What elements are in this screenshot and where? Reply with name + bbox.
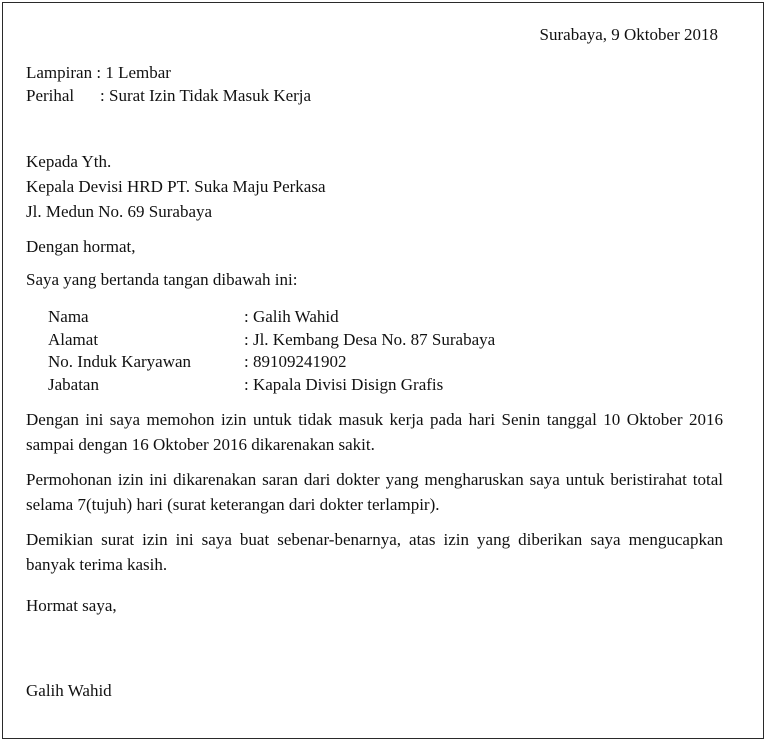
paragraph-request: Dengan ini saya memohon izin untuk tidak masuk kerja pada hari Senin tanggal 10 Oktober 2016 sampai dengan 16 Oktober 2016 dikarenakan sakit. [26,410,723,454]
employee-details [48,306,495,396]
signer-name: Galih Wahid [26,681,112,700]
attachment-value: 1 Lembar [105,63,171,82]
detail-label: No. Induk Karyawan [48,352,192,371]
closing-phrase: Hormat saya, [26,596,117,615]
salutation: Dengan hormat, [26,237,136,256]
attachment-row [26,63,171,83]
recipient-title: Kepala Devisi HRD PT. Suka Maju Perkasa [26,177,326,196]
detail-row-employee-id [48,351,495,374]
recipient-address: Jl. Medun No. 69 Surabaya [26,202,213,221]
letter-page [2,2,764,739]
subject-label: Perihal [26,86,75,105]
paragraph-closing-statement: Demikian surat izin ini saya buat sebenar-benarnya, atas izin yang diberikan saya mengucapkan banyak terima kasih. [26,530,723,574]
attachment-label: Lampiran [26,63,93,82]
detail-value: : 89109241902 [244,352,347,371]
recipient-block [26,149,326,224]
attachment-separator: : [92,63,106,82]
subject-row [26,86,311,106]
letter-date: Surabaya, 9 Oktober 2018 [539,25,718,44]
detail-row-address [48,329,495,352]
detail-value: : Galih Wahid [244,307,339,326]
subject-value: Surat Izin Tidak Masuk Kerja [108,86,312,105]
detail-label: Jabatan [48,374,99,394]
detail-value: : Jl. Kembang Desa No. 87 Surabaya [244,329,496,349]
intro-text: Saya yang bertanda tangan dibawah ini: [26,270,298,289]
detail-label: Nama [48,307,89,326]
detail-row-position [48,374,495,397]
detail-label: Alamat [48,329,99,349]
detail-value: : Kapala Divisi Disign Grafis [244,374,444,394]
paragraph-reason: Permohonan izin ini dikarenakan saran dari dokter yang mengharuskan saya untuk beristirahat total selama 7(tujuh) hari (surat keterangan dari dokter terlampir). [26,470,723,514]
recipient-greeting: Kepada Yth. [26,152,112,171]
detail-row-name [48,306,495,329]
subject-separator: : [100,86,109,105]
